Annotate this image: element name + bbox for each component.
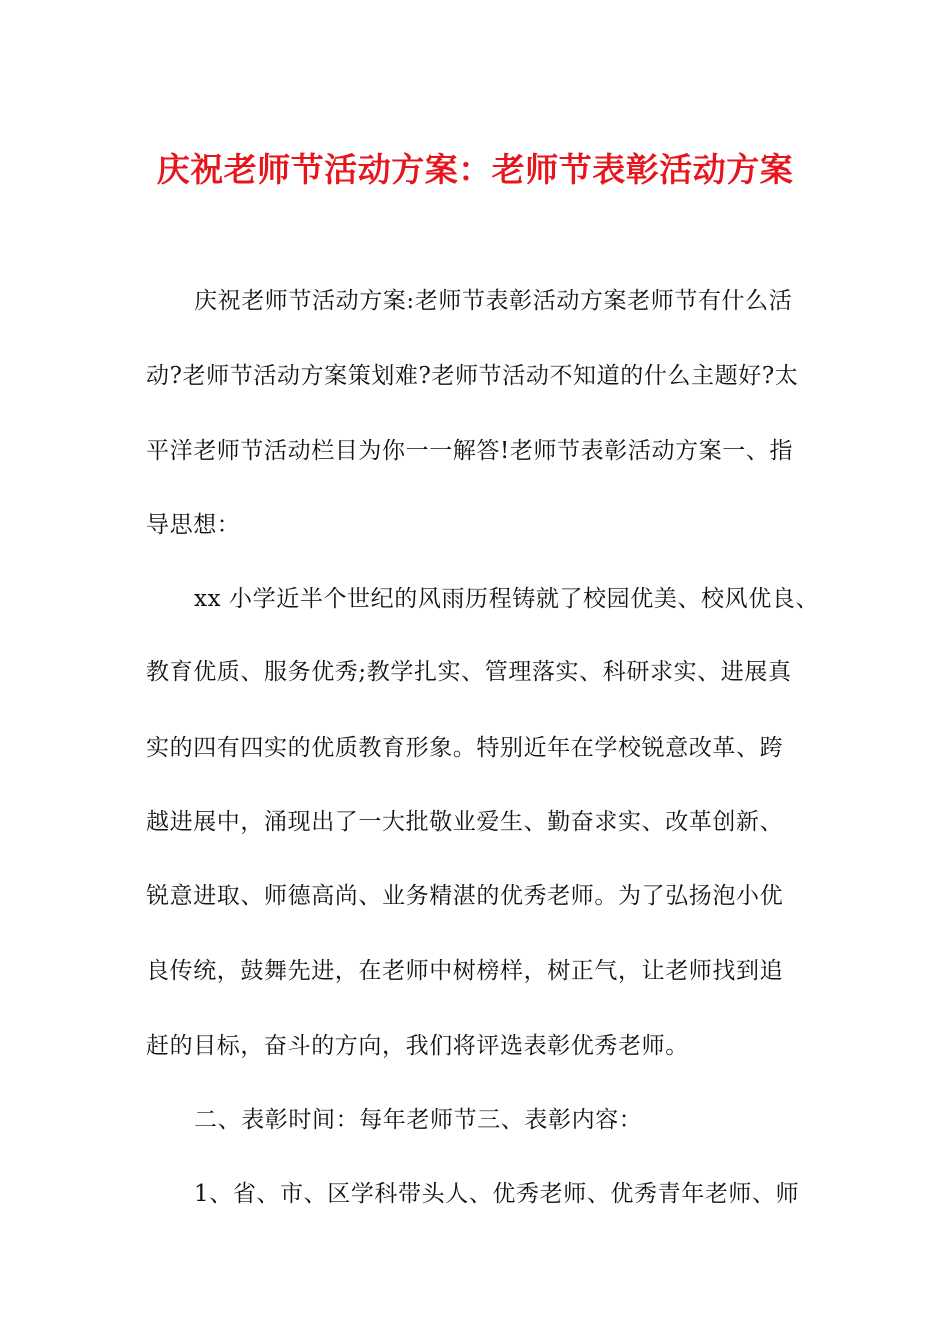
paragraph-line: 教育优质、服务优秀;教学扎实、管理落实、科研求实、进展真 [146,659,792,685]
paragraph-line: 动?老师节活动方案策划难?老师节活动不知道的什么主题好?太 [146,363,799,389]
paragraph-line: xx 小学近半个世纪的风雨历程铸就了校园优美、校风优良、 [194,586,820,612]
paragraph-line: 二、表彰时间：每年老师节三、表彰内容： [194,1107,643,1133]
paragraph-line: 赶的目标，奋斗的方向，我们将评选表彰优秀老师。 [146,1033,689,1059]
paragraph-line: 越进展中，涌现出了一大批敬业爱生、勤奋求实、改革创新、 [146,809,784,835]
paragraph-line: 良传统，鼓舞先进，在老师中树榜样，树正气，让老师找到追 [146,958,784,984]
paragraph-line: 实的四有四实的优质教育形象。特别近年在学校锐意改革、跨 [146,735,784,761]
paragraph-line: 锐意进取、师德高尚、业务精湛的优秀老师。为了弘扬泡小优 [146,883,784,909]
document-title: 庆祝老师节活动方案：老师节表彰活动方案 [156,150,794,189]
paragraph-line: 庆祝老师节活动方案:老师节表彰活动方案老师节有什么活 [194,288,793,314]
paragraph-line: 1、省、市、区学科带头人、优秀老师、优秀青年老师、师 [194,1181,800,1207]
paragraph-line: 平洋老师节活动栏目为你一一解答!老师节表彰活动方案一、指 [146,438,794,464]
paragraph-line: 导思想： [146,512,241,538]
